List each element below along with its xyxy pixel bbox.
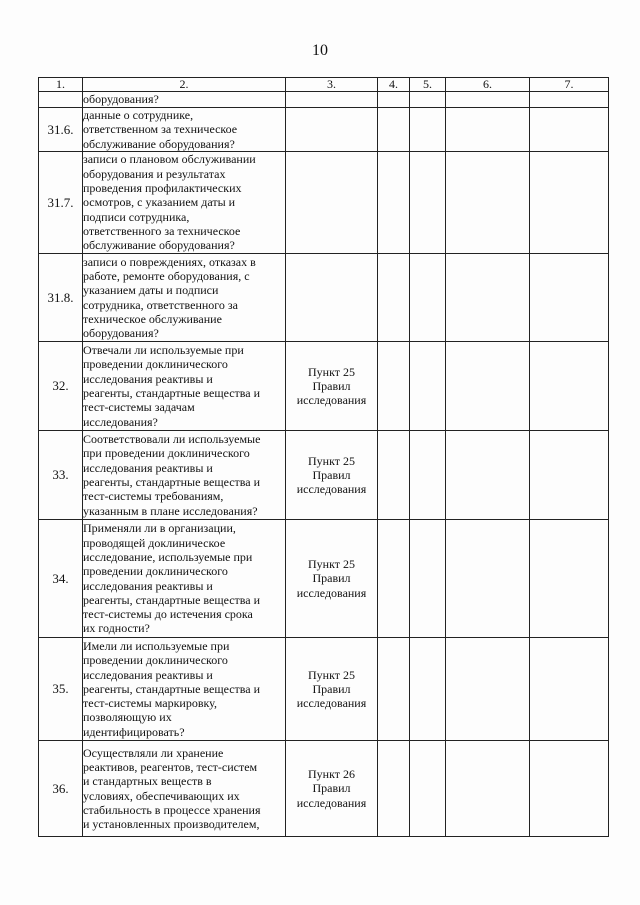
legal-reference: Пункт 25 Правил исследования — [286, 431, 378, 520]
question-text: Отвечали ли используемые при проведении доклинического исследования реактивы и реагенты, стандартные вещества и тест-системы задачам исследования? — [83, 342, 286, 431]
row-number: 34. — [39, 520, 83, 638]
row-number: 31.8. — [39, 254, 83, 342]
page-number: 10 — [312, 42, 328, 59]
column-header: 3. — [286, 78, 378, 92]
answer-cell — [378, 254, 410, 342]
answer-cell — [446, 741, 530, 837]
question-text: Соответствовали ли используемые при проведении доклинического исследования реактивы и реагенты, стандартные вещества и тест-системы требованиям, указанным в плане исследования? — [83, 431, 286, 520]
answer-cell — [530, 254, 609, 342]
row-number: 31.6. — [39, 108, 83, 152]
answer-cell — [446, 431, 530, 520]
legal-reference: Пункт 25 Правил исследования — [286, 638, 378, 741]
answer-cell — [446, 108, 530, 152]
row-number: 35. — [39, 638, 83, 741]
answer-cell — [530, 92, 609, 108]
answer-cell — [410, 152, 446, 254]
answer-cell — [530, 431, 609, 520]
answer-cell — [378, 152, 410, 254]
answer-cell — [378, 520, 410, 638]
legal-reference: Пункт 25 Правил исследования — [286, 520, 378, 638]
legal-reference: Пункт 25 Правил исследования — [286, 342, 378, 431]
column-header: 4. — [378, 78, 410, 92]
column-header: 6. — [446, 78, 530, 92]
table-row — [39, 108, 609, 152]
legal-reference — [286, 254, 378, 342]
answer-cell — [446, 638, 530, 741]
answer-cell — [410, 741, 446, 837]
question-text: Осуществляли ли хранение реактивов, реагентов, тест-систем и стандартных веществ в условиях, обеспечивающих их стабильность в процессе хранения и установленных производителем, — [83, 741, 286, 837]
question-text: записи о плановом обслуживании оборудования и результатах проведения профилактических осмотров, с указанием даты и подписи сотрудника, ответственного за техническое обслуживание оборудования? — [83, 152, 286, 254]
question-text: данные о сотруднике, ответственном за техническое обслуживание оборудования? — [83, 108, 286, 152]
table-row — [39, 152, 609, 254]
answer-cell — [410, 520, 446, 638]
question-text: оборудования? — [83, 92, 286, 108]
table-row — [39, 431, 609, 520]
row-number — [39, 92, 83, 108]
column-header: 7. — [530, 78, 609, 92]
table-row — [39, 520, 609, 638]
answer-cell — [410, 638, 446, 741]
answer-cell — [446, 342, 530, 431]
answer-cell — [378, 108, 410, 152]
legal-reference — [286, 152, 378, 254]
answer-cell — [530, 342, 609, 431]
answer-cell — [530, 520, 609, 638]
answer-cell — [446, 92, 530, 108]
answer-cell — [378, 741, 410, 837]
checklist-table — [38, 77, 609, 837]
table-row — [39, 254, 609, 342]
legal-reference: Пункт 26 Правил исследования — [286, 741, 378, 837]
answer-cell — [530, 741, 609, 837]
answer-cell — [530, 108, 609, 152]
table-row — [39, 342, 609, 431]
question-text: записи о повреждениях, отказах в работе, ремонте оборудования, с указанием даты и подписи сотрудника, ответственного за техническое обслуживание оборудования? — [83, 254, 286, 342]
answer-cell — [530, 638, 609, 741]
answer-cell — [446, 152, 530, 254]
answer-cell — [446, 520, 530, 638]
legal-reference — [286, 108, 378, 152]
table-row — [39, 741, 609, 837]
legal-reference — [286, 92, 378, 108]
answer-cell — [410, 108, 446, 152]
answer-cell — [378, 342, 410, 431]
table-row — [39, 92, 609, 108]
answer-cell — [446, 254, 530, 342]
column-header: 1. — [39, 78, 83, 92]
table-row — [39, 638, 609, 741]
row-number: 36. — [39, 741, 83, 837]
answer-cell — [410, 92, 446, 108]
answer-cell — [530, 152, 609, 254]
column-header: 2. — [83, 78, 286, 92]
answer-cell — [378, 638, 410, 741]
answer-cell — [410, 254, 446, 342]
answer-cell — [378, 92, 410, 108]
question-text: Имели ли используемые при проведении доклинического исследования реактивы и реагенты, стандартные вещества и тест-системы маркировку, позволяющую их идентифицировать? — [83, 638, 286, 741]
column-header: 5. — [410, 78, 446, 92]
answer-cell — [410, 431, 446, 520]
answer-cell — [410, 342, 446, 431]
answer-cell — [378, 431, 410, 520]
header-row — [39, 78, 609, 92]
row-number: 32. — [39, 342, 83, 431]
row-number: 33. — [39, 431, 83, 520]
row-number: 31.7. — [39, 152, 83, 254]
question-text: Применяли ли в организации, проводящей доклиническое исследование, используемые при проведении доклинического исследования реактивы и реагенты, стандартные вещества и тест-системы до истечения срока их годности? — [83, 520, 286, 638]
